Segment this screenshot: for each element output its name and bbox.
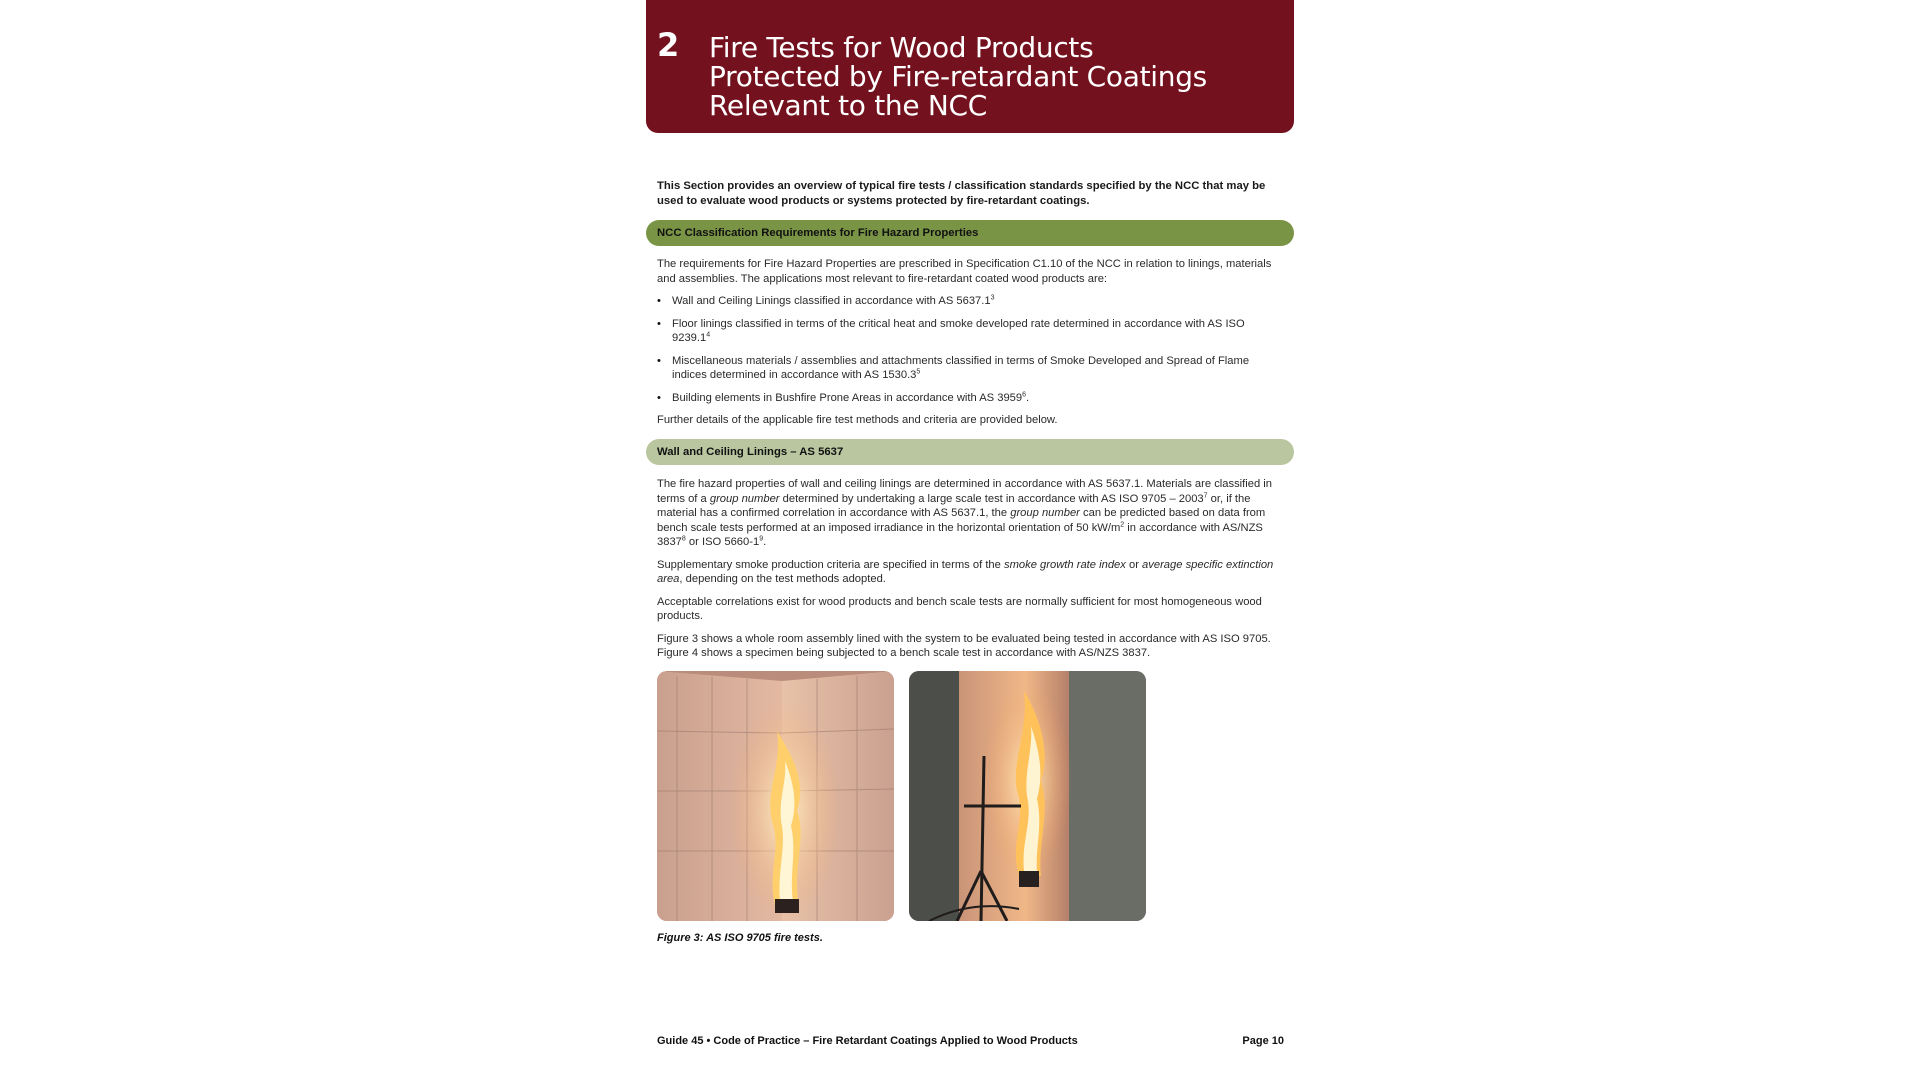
section-title-line: Relevant to the NCC (709, 89, 987, 122)
wall-paragraph-3: Acceptable correlations exist for wood products and bench scale tests are normally sufficient for most homogeneous wood products. (657, 595, 1262, 622)
section-title-line: Protected by Fire-retardant Coatings (709, 60, 1207, 93)
further-details-paragraph: Further details of the applicable fire test methods and criteria are provided below. (657, 414, 1058, 426)
ncc-section-body (657, 257, 1281, 436)
list-item: • Floor linings classified in terms of the critical heat and smoke developed rate determined in accordance with AS ISO 9239.1$^4$ (657, 317, 1281, 346)
ncc-paragraph: The requirements for Fire Hazard Properties are prescribed in Specification C1.10 of the NCC in relation to linings, materials and assemblies. The applications most relevant to fire-retardant coated wood products are: (657, 258, 1272, 285)
list-item: • Building elements in Bushfire Prone Areas in accordance with AS 3959$^6$. (657, 391, 1281, 406)
footer-page-number: Page 10 (1242, 1035, 1284, 1047)
wall-section-heading: Wall and Ceiling Linings – AS 5637 (646, 439, 1294, 465)
wall-paragraph-2: Supplementary smoke production criteria are specified in terms of the smoke growth rate index or average specific extinction area, depending on the test methods adopted. (657, 558, 1274, 585)
ncc-bullet-list (657, 294, 1281, 405)
section-header-banner (646, 0, 1294, 133)
room-fire-test-photo (657, 671, 894, 921)
section-title (709, 33, 1269, 120)
list-item: • Wall and Ceiling Linings classified in accordance with AS 5637.1$^3$ (657, 294, 1281, 309)
figure-caption: Figure 3: AS ISO 9705 fire tests. (657, 932, 823, 944)
footer-guide-title: Guide 45 • Code of Practice – Fire Retardant Coatings Applied to Wood Products (657, 1035, 1078, 1047)
document-page (646, 0, 1294, 1080)
section-number: 2 (657, 26, 680, 64)
section-title-line: Fire Tests for Wood Products (709, 31, 1094, 64)
bench-fire-test-photo (909, 671, 1146, 921)
ncc-section-heading: NCC Classification Requirements for Fire Hazard Properties (646, 220, 1294, 246)
list-item: • Miscellaneous materials / assemblies and attachments classified in terms of Smoke Developed and Spread of Flame indices determined in accordance with AS 1530.3$^5$ (657, 354, 1281, 383)
wall-paragraph-1: The fire hazard properties of wall and ceiling linings are determined in accordance with AS 5637.1. Materials are classified in terms of a group number determined by undertaking a large scale test in accordance with AS ISO 9705 – 2003$^7$ or, if the material has a confirmed correlation in accordance with AS 5637.1, the group number can be predicted based on data from bench scale tests performed at an imposed irradiance in the horizontal orientation of 50 $kW/m^2$ in accordance with AS/NZS 3837$^8$ or ISO $5660-1^9$. (657, 478, 1273, 548)
wall-paragraph-4: Figure 3 shows a whole room assembly lined with the system to be evaluated being tested in accordance with AS ISO 9705. Figure 4 shows a specimen being subjected to a bench scale test in accordance with AS/NZS 3837. (657, 632, 1271, 659)
intro-paragraph: This Section provides an overview of typical fire tests / classification standards specified by the NCC that may be used to evaluate wood products or systems protected by fire-retardant coatings. (657, 180, 1266, 207)
wall-section-body (657, 477, 1281, 669)
